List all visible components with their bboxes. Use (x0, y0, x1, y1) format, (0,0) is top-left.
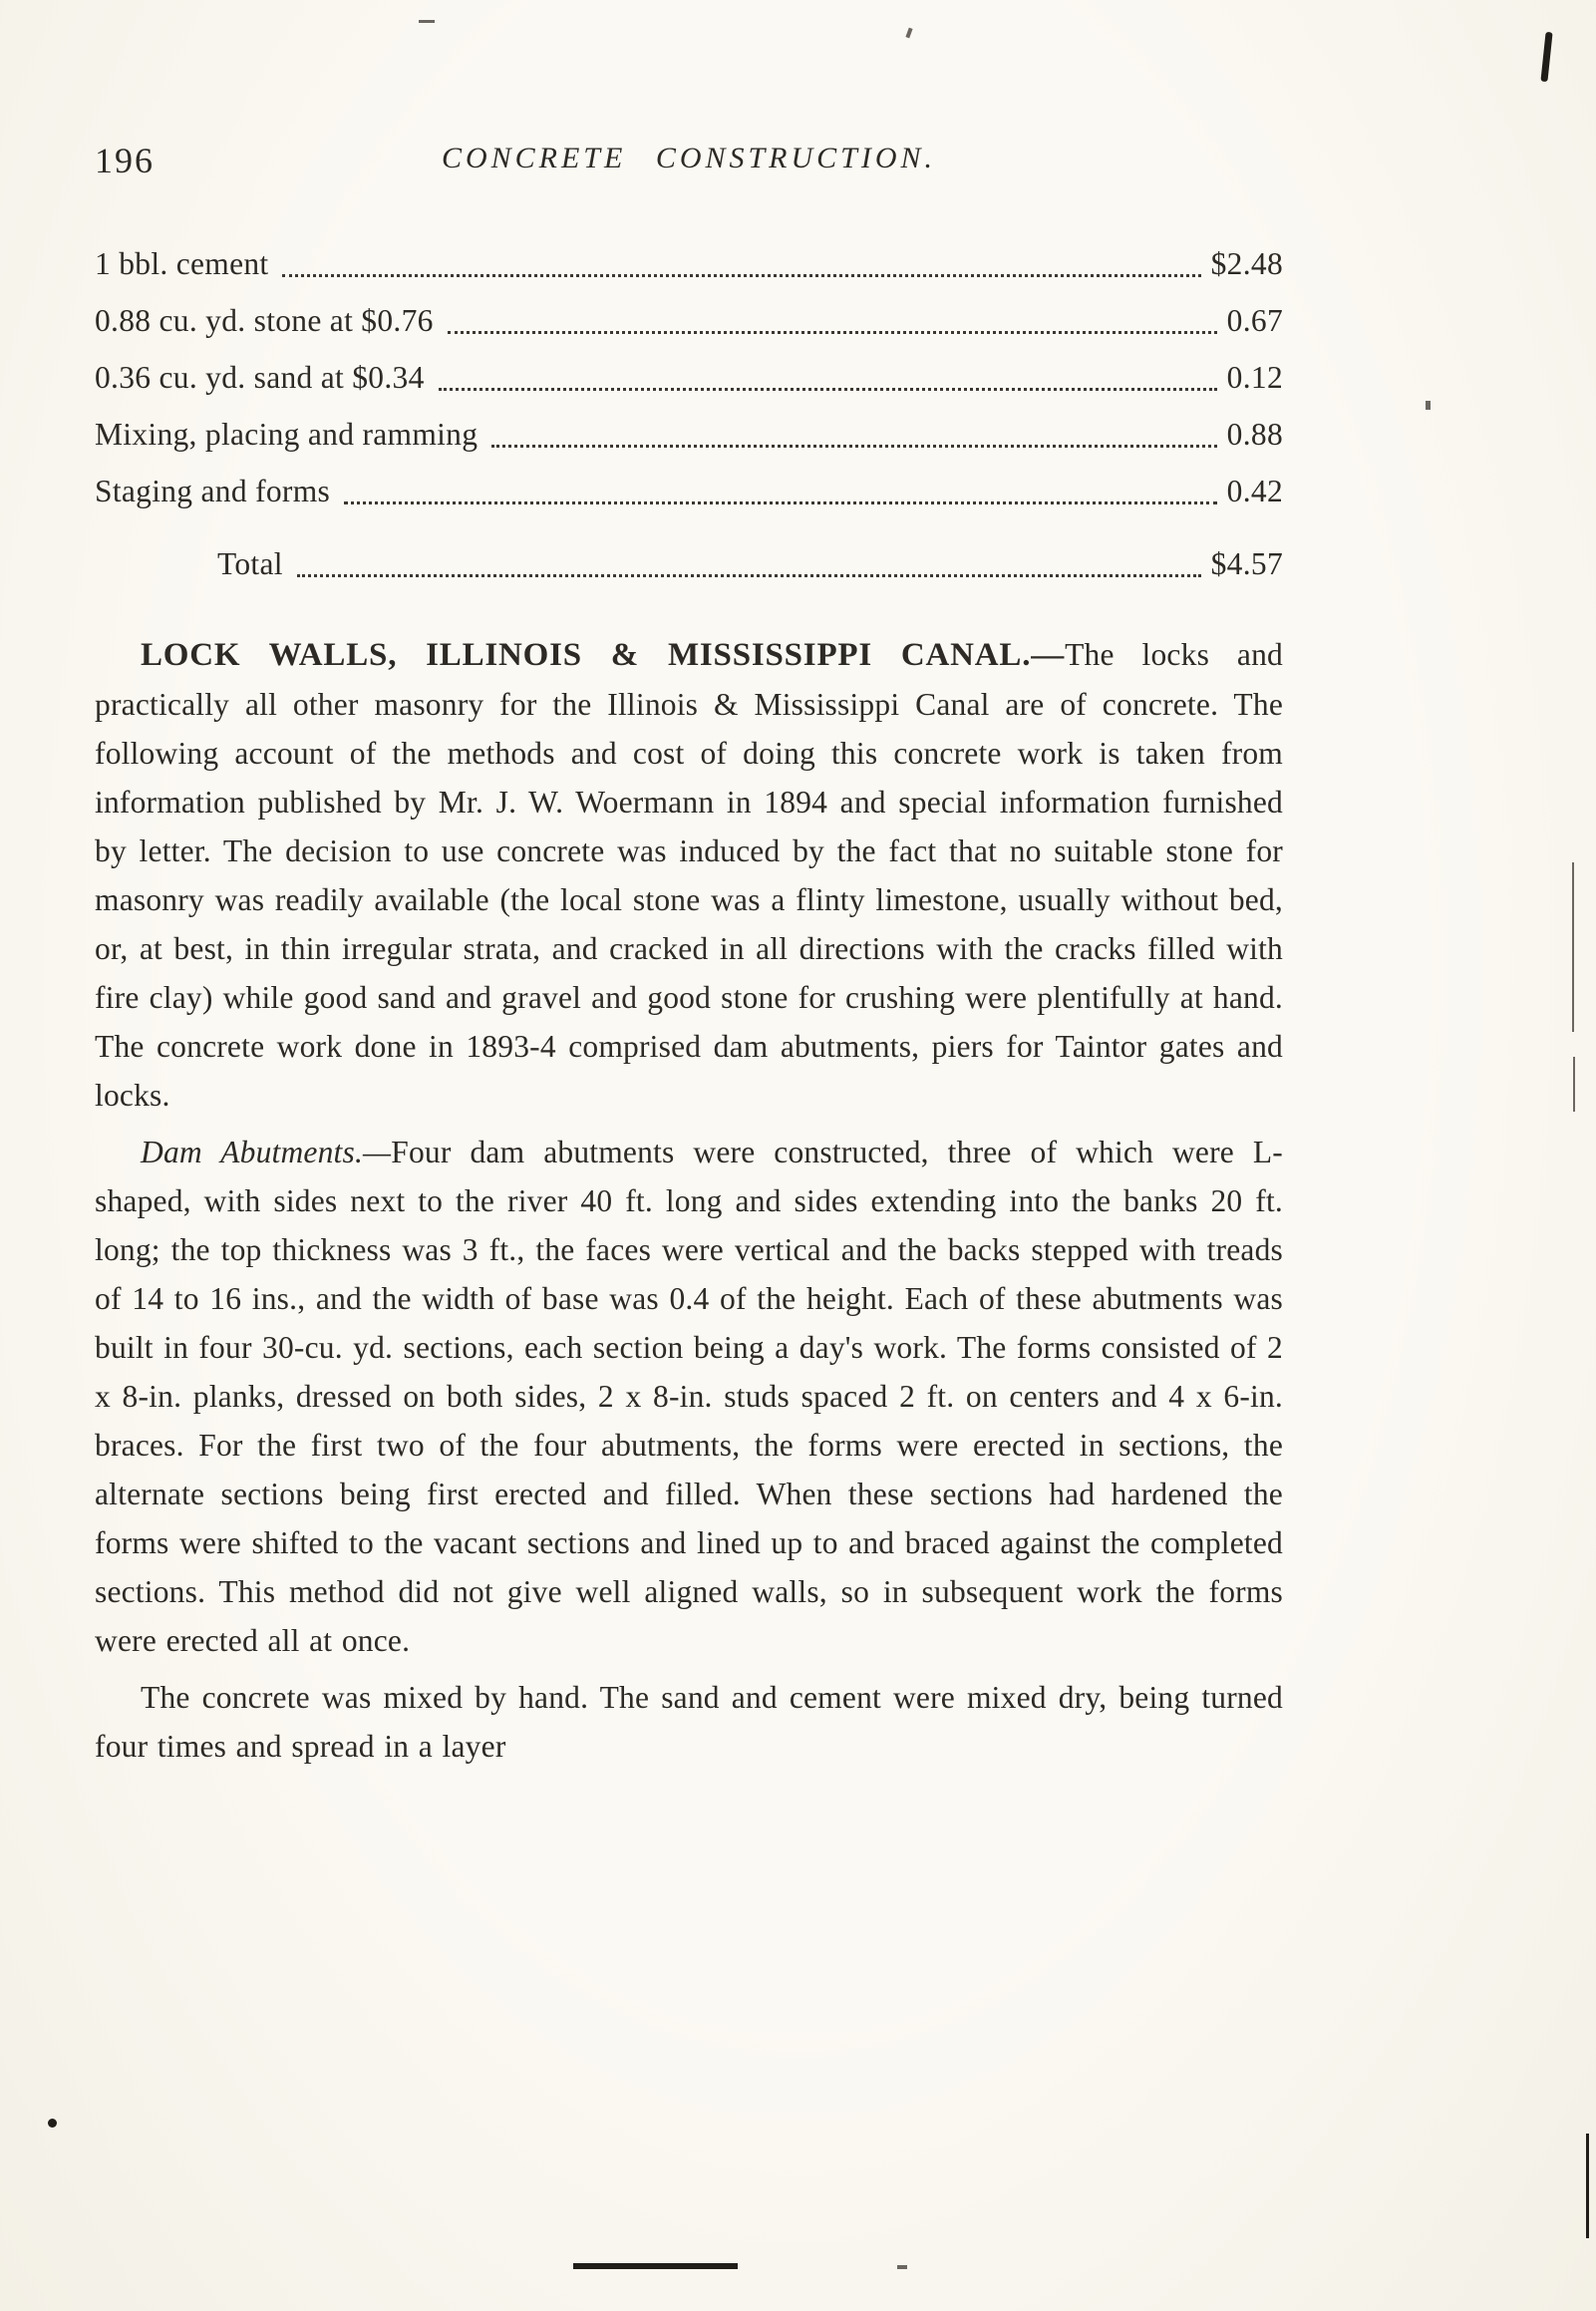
page-number: 196 (95, 141, 155, 180)
cost-table-row (95, 406, 1283, 463)
paragraph-dam-abutments (95, 1128, 1283, 1665)
running-title: CONCRETE CONSTRUCTION. (441, 142, 937, 174)
scan-artifact (419, 20, 435, 23)
total-label: Total (217, 546, 283, 581)
dot-leader (344, 501, 1217, 504)
cost-table-row (95, 235, 1283, 292)
cost-item-amount: 0.12 (1226, 360, 1283, 395)
cost-table-row (95, 463, 1283, 519)
scan-artifact (1540, 32, 1552, 82)
cost-item-amount: $2.48 (1210, 246, 1283, 281)
scan-artifact (897, 2265, 907, 2269)
paragraph-lock-walls (95, 630, 1283, 1120)
cost-item-label: Mixing, placing and ramming (95, 417, 479, 452)
cost-table-row (95, 292, 1283, 349)
paragraph-concrete-mixing (95, 1673, 1283, 1771)
scan-artifact (1573, 1057, 1575, 1112)
cost-item-label: 0.36 cu. yd. sand at $0.34 (95, 360, 425, 395)
scan-artifact (48, 2119, 57, 2128)
dot-leader (439, 388, 1217, 391)
paragraph-text: The locks and practically all other masonry for the Illinois & Mississippi Canal are of concrete. The following account of the methods and cost of doing this concrete work is taken from information published by Mr. J. W. Woermann in 1894 and special information furnished by letter. The decision to use concrete was induced by the fact that no suitable stone for masonry was readily available (the local stone was a flinty limestone, usually without bed, or, at best, in thin irregular strata, and cracked in all directions with the cracks filled with fire clay) while good sand and gravel and good stone for crushing were plentifully at hand. The concrete work done in 1893-4 comprised dam abutments, piers for Taintor gates and locks. (95, 637, 1284, 1113)
cost-table-total-row (95, 535, 1283, 592)
scan-artifact (1586, 2134, 1589, 2238)
cost-item-amount: 0.67 (1226, 303, 1283, 338)
dot-leader (448, 331, 1217, 334)
cost-item-label: 0.88 cu. yd. stone at $0.76 (95, 303, 434, 338)
cost-item-label: Staging and forms (95, 474, 331, 508)
cost-item-label: 1 bbl. cement (95, 246, 269, 281)
dot-leader (282, 274, 1200, 277)
scan-artifact (905, 28, 912, 39)
scan-artifact (573, 2263, 738, 2269)
dot-leader (297, 574, 1201, 577)
cost-table-row (95, 349, 1283, 406)
paragraph-text: Four dam abutments were constructed, three of which were L-shaped, with sides next to the river 40 ft. long and sides extending into the banks 20 ft. long; the top thickness was 3 ft., the faces were vertical and the backs stepped with treads of 14 to 16 ins., and the width of base was 0.4 of the height. Each of these abutments was built in four 30-cu. yd. sections, each section being a day's work. The forms consisted of 2 x 8-in. planks, dressed on both sides, 2 x 8-in. studs spaced 2 ft. on centers and 4 x 6-in. braces. For the first two of the four abutments, the forms were erected in sections, the alternate sections being first erected and filled. When these sections had hardened the forms were shifted to the vacant sections and lined up to and braced against the completed sections. This method did not give well aligned walls, so in subsequent work the forms were erected all at once. (95, 1135, 1283, 1658)
cost-item-amount: 0.88 (1226, 417, 1283, 452)
subsection-heading: Dam Abutments.— (141, 1135, 392, 1169)
total-amount: $4.57 (1210, 546, 1283, 581)
cost-table (95, 235, 1283, 592)
page-text-block (95, 138, 1283, 1779)
scan-artifact (1426, 401, 1431, 410)
scan-artifact (1572, 862, 1574, 1032)
paragraph-text: The concrete was mixed by hand. The sand and cement were mixed dry, being turned four times and spread in a layer (95, 1680, 1283, 1764)
running-header (95, 138, 1283, 189)
dot-leader (491, 445, 1216, 448)
cost-item-amount: 0.42 (1226, 474, 1283, 508)
section-heading: LOCK WALLS, ILLINOIS & MISSISSIPPI CANAL.— (141, 637, 1066, 673)
